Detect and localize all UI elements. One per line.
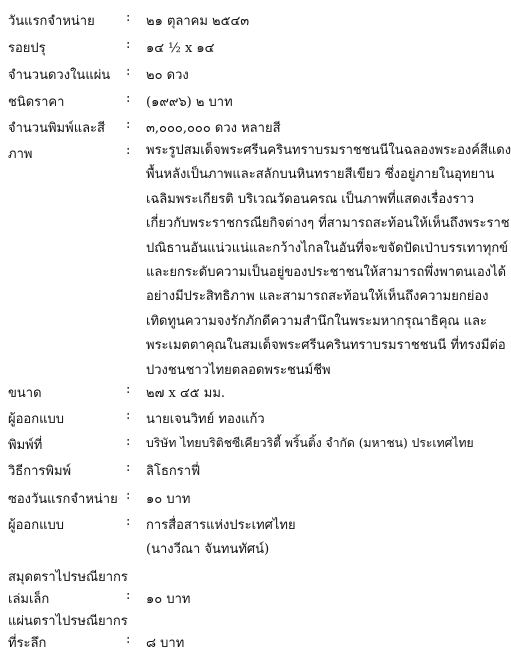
value-souvenir: ๘ บาท	[146, 636, 185, 651]
label-first-day: วันแรกจำหน่าย	[8, 14, 95, 29]
colon: :	[126, 10, 131, 25]
value-fdc: ๑๐ บาท	[146, 492, 191, 507]
label-perforation: รอยปรุ	[8, 41, 46, 56]
colon: :	[126, 143, 131, 158]
label-stamps-per-sheet: จำนวนดวงในแผ่น	[8, 68, 111, 83]
value-denomination: (๑๙๙๖) ๒ บาท	[146, 95, 233, 110]
colon: :	[126, 460, 131, 475]
colon: :	[126, 514, 131, 529]
label-designer: ผู้ออกแบบ	[8, 412, 64, 427]
colon: :	[126, 37, 131, 52]
label-printer: พิมพ์ที่	[8, 438, 43, 453]
picture-line: เกี่ยวกับพระราชกรณียกิจต่างๆ ที่สามารถสะท้อนให้เห็นถึงพระราช	[146, 216, 510, 232]
label-booklet-heading: สมุดตราไปรษณียากร	[8, 570, 128, 585]
colon: :	[126, 408, 131, 423]
label-souvenir: ที่ระลึก	[8, 636, 47, 651]
picture-line: ปณิธานอันแน่วแน่และกว้างไกลในอันที่จะขจัดปัดเป่าบรรเทาทุกข์	[146, 240, 509, 256]
colon: :	[126, 117, 131, 132]
picture-line: เทิดทูนความจงรักภักดีความสำนึกในพระมหากรุณาธิคุณ และ	[146, 313, 487, 329]
label-small-booklet: เล่มเล็ก	[8, 592, 50, 607]
picture-line: ปวงชนชาวไทยตลอดพระชนม์ชีพ	[146, 362, 331, 378]
value-designer: นายเจนวิทย์ ทองแก้ว	[146, 412, 265, 427]
label-souvenir-heading: แผ่นตราไปรษณียากร	[8, 614, 128, 629]
value-printing-method: ลิโธกราฟี่	[146, 464, 201, 479]
label-fdc: ซองวันแรกจำหน่าย	[8, 492, 118, 507]
colon: :	[126, 588, 131, 603]
colon: :	[126, 64, 131, 79]
value-print-quantity: ๓,๐๐๐,๐๐๐ ดวง หลายสี	[146, 121, 281, 136]
picture-line: พระเมตตาคุณในสมเด็จพระศรีนครินทราบรมราชชนนี ที่ทรงมีต่อ	[146, 338, 506, 354]
picture-line: พื้นหลังเป็นภาพและสลักบนหินทรายสีเขียว ซึ่งอยู่ภายในอุทยาน	[146, 167, 495, 183]
colon: :	[126, 632, 131, 647]
picture-description	[146, 139, 511, 383]
value-stamps-per-sheet: ๒๐ ดวง	[146, 68, 189, 83]
value-size: ๒๗ x ๔๕ มม.	[146, 386, 226, 401]
value-designer-2-line2: (นางวีณา จันทนทัศน์)	[146, 542, 270, 557]
picture-line: เฉลิมพระเกียรติ บริเวณวัดอนครณ เป็นภาพที่แสดงเรื่องราว	[146, 191, 475, 207]
picture-line: อย่างมีประสิทธิภาพ และสามารถสะท้อนให้เห็นถึงความยกย่อง	[146, 289, 489, 305]
colon: :	[126, 488, 131, 503]
picture-line: พระรูปสมเด็จพระศรีนครินทราบรมราชชนนีในฉลองพระองค์สีแดง	[146, 143, 511, 158]
value-small-booklet: ๑๐ บาท	[146, 592, 191, 607]
picture-line: และยกระดับความเป็นอยู่ของประชาชนให้สามารถพึ่งพาตนเองได้	[146, 265, 507, 281]
label-designer-2: ผู้ออกแบบ	[8, 518, 64, 533]
value-printer: บริษัท ไทยบริติชซีเคียวริตี้ พริ้นติ้ง จำกัด (มหาชน) ประเทศไทย	[146, 436, 474, 450]
value-perforation: ๑๔ ½ x ๑๔	[146, 41, 215, 56]
label-size: ขนาด	[8, 386, 42, 401]
label-print-quantity: จำนวนพิมพ์และสี	[8, 121, 105, 136]
label-printing-method: วิธีการพิมพ์	[8, 464, 72, 479]
label-denomination: ชนิดราคา	[8, 95, 65, 110]
value-designer-2-line1: การสื่อสารแห่งประเทศไทย	[146, 518, 296, 533]
label-picture: ภาพ	[8, 147, 33, 162]
value-first-day: ๒๑ ตุลาคม ๒๕๔๓	[146, 14, 250, 29]
colon: :	[126, 434, 131, 449]
colon: :	[126, 382, 131, 397]
colon: :	[126, 91, 131, 106]
